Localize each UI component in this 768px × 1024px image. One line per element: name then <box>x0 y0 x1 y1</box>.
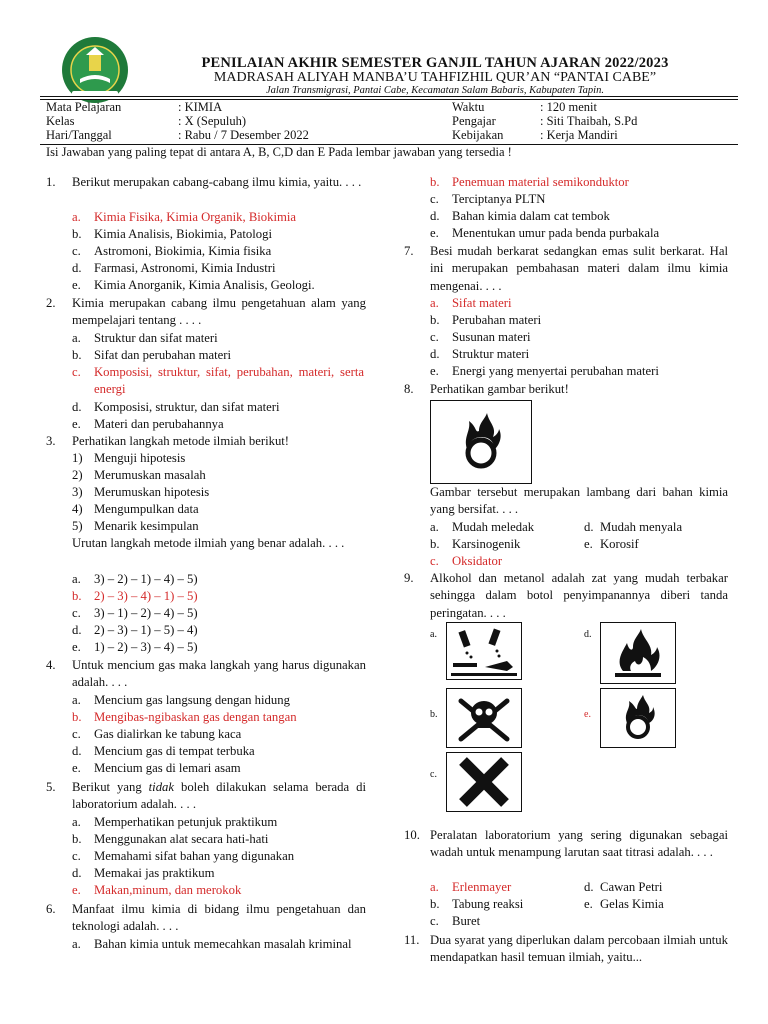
question-number: 11. <box>404 933 420 947</box>
question-number: 7. <box>404 244 414 258</box>
toxic-skull-icon <box>447 689 521 747</box>
question-text: Manfaat ilmu kimia di bidang ilmu pengetahuan dan teknologi adalah. . . . <box>72 902 366 934</box>
subject-value: : KIMIA <box>178 100 223 114</box>
policy-value: : Kerja Mandiri <box>540 128 618 142</box>
oxidizer-icon <box>601 689 675 747</box>
date-label: Hari/Tanggal <box>46 128 112 142</box>
option-b-image[interactable] <box>446 688 522 748</box>
option-c-image[interactable] <box>446 752 522 812</box>
question-number: 10. <box>404 828 420 842</box>
option-d-image[interactable] <box>600 622 676 684</box>
header-rule-thin <box>40 99 738 100</box>
question-number: 6. <box>46 902 56 916</box>
school-logo <box>60 35 130 105</box>
right-column: b. Penemuan material semikonduktor c. Terciptanya PLTN d. Bahan kimia dalam cat tembok e. Menentukan umur pada benda purbakala 7. Besi mudah berkarat sedangkan emas sulit berkarat. Hal ini merupakan pembahasan materi dalam ilmu kimia mengenai. . . . a. Sifat materi b. Perubahan materi c. Susunan materi d. Struktur materi e. Energi yang menyertai perubahan materi 8. Perhatikan gambar berikut! Gambar tersebut merupakan lambang dari bahan kimia yang bersifat. . . . a. Mudah meledak d. Mudah menyala b. Karsinogenik e. Korosif c. Oksidator 9. Alkohol dan metanol adalah zat yang mudah terbakar sehingga dalam botol penyimpanannya diberi tanda peringatan. . . . a. d. b. e. c. 10. Peralatan laboratorium yang sering digunakan sebagai wadah untuk menampung larutan saat titrasi adalah. . . . a. Erlenmayer d. Cawan Petri b. Tabung reaksi e. Gelas Kimia c. Buret 11. Dua syarat yang diperlukan dalam percobaan ilmiah untuk mendapatkan hasil temuan ilmiah, yaitu... <box>404 174 728 994</box>
question-text: Alkohol dan metanol adalah zat yang mudah terbakar sehingga dalam botol penyimpanannya diberi tanda peringatan. . . . <box>430 571 728 620</box>
school-address: Jalan Transmigrasi, Pantai Cabe, Kecamatan Salam Babaris, Kabupaten Tapin. <box>266 85 604 96</box>
question-number: 8. <box>404 382 414 396</box>
exam-title: PENILAIAN AKHIR SEMESTER GANJIL TAHUN AJARAN 2022/2023 <box>201 55 669 71</box>
question-text: Perhatikan langkah metode ilmiah berikut! <box>72 434 290 448</box>
question-text: Dua syarat yang diperlukan dalam percobaan ilmiah untuk mendapatkan hasil temuan ilmiah, yaitu... <box>430 933 728 965</box>
question-text: Berikut yang tidak boleh dilakukan selama berada di laboratorium adalah. . . . <box>72 780 366 812</box>
option-d-label[interactable]: d. <box>584 629 592 640</box>
date-value: : Rabu / 7 Desember 2022 <box>178 128 309 142</box>
subject-label: Mata Pelajaran <box>46 100 122 114</box>
option-a-label[interactable]: a. <box>430 629 437 640</box>
question-text: Peralatan laboratorium yang sering digunakan sebagai wadah untuk menampung larutan saat titrasi adalah. . . . <box>430 828 728 860</box>
question-text: Kimia merupakan cabang ilmu pengetahuan alam yang mempelajari tentang . . . . <box>72 296 366 328</box>
flammable-icon <box>601 623 675 683</box>
question-text: Besi mudah berkarat sedangkan emas sulit berkarat. Hal ini merupakan pembahasan materi dalam ilmu kimia mengenai. . . . <box>430 244 728 293</box>
option-e-image[interactable] <box>600 688 676 748</box>
question-text-2: Urutan langkah metode ilmiah yang benar adalah. . . . <box>72 536 345 550</box>
question-text: Berikut merupakan cabang-cabang ilmu kimia, yaitu. . . . <box>72 175 362 189</box>
question-number: 4. <box>46 658 56 672</box>
question-text: Untuk mencium gas maka langkah yang harus digunakan adalah. . . . <box>72 658 366 690</box>
option-e-label[interactable]: e. <box>584 709 591 720</box>
time-value: : 120 menit <box>540 100 597 114</box>
question-number: 9. <box>404 571 414 585</box>
instruction: Isi Jawaban yang paling tepat di antara A, B, C,D dan E Pada lembar jawaban yang tersedia ! <box>46 145 512 159</box>
question-text: Perhatikan gambar berikut! <box>430 382 569 396</box>
policy-label: Kebijakan <box>452 128 504 142</box>
left-column: 1. Berikut merupakan cabang-cabang ilmu kimia, yaitu. . . . a. Kimia Fisika, Kimia Organik, Biokimia b. Kimia Analisis, Biokimia, Patologi c. Astromoni, Biokimia, Kimia fisika d. Farmasi, Astronomi, Kimia Industri e. Kimia Anorganik, Kimia Analisis, Geologi. 2. Kimia merupakan cabang ilmu pengetahuan alam yang mempelajari tentang . . . . a. Struktur dan sifat materi b. Sifat dan perubahan materi c. Komposisi, struktur, sifat, perubahan, materi, serta energi d. Komposisi, struktur, dan sifat materi e. Materi dan perubahannya 3. Perhatikan langkah metode ilmiah berikut! 1) Menguji hipotesis 2) Merumuskan masalah 3) Merumuskan hipotesis 4) Mengumpulkan data 5) Menarik kesimpulan Urutan langkah metode ilmiah yang benar adalah. . . . a. 3) – 2) – 1) – 4) – 5) b. 2) – 3) – 4) – 1) – 5) c. 3) – 1) – 2) – 4) – 5) d. 2) – 3) – 1) – 5) – 4) e. 1) – 2) – 3) – 4) – 5) 4. Untuk mencium gas maka langkah yang harus digunakan adalah. . . . a. Mencium gas langsung dengan hidung b. Mengibas-ngibaskan gas dengan tangan c. Gas dialirkan ke tabung kaca d. Mencium gas di tempat terbuka e. Mencium gas di lemari asam 5. Berikut yang tidak boleh dilakukan selama berada di laboratorium adalah. . . . a. Memperhatikan petunjuk praktikum b. Menggunakan alat secara hati-hati c. Memahami sifat bahan yang digunakan d. Memakai jas praktikum e. Makan,minum, dan merokok 6. Manfaat ilmu kimia di bidang ilmu pengetahuan dan teknologi adalah. . . . a. Bahan kimia untuk memecahkan masalah kriminal <box>46 175 366 951</box>
header-rule <box>40 96 738 97</box>
question-number: 5. <box>46 780 56 794</box>
oxidizer-symbol-icon <box>431 401 531 483</box>
question-number: 2. <box>46 296 56 310</box>
question-text-2: Gambar tersebut merupakan lambang dari bahan kimia yang bersifat. . . . <box>430 485 728 517</box>
harmful-x-icon <box>447 753 521 811</box>
option-b-label[interactable]: b. <box>430 709 438 720</box>
corrosive-icon <box>447 623 521 679</box>
question-number: 3. <box>46 434 56 448</box>
option-a-image[interactable] <box>446 622 522 680</box>
option-c-label[interactable]: c. <box>430 769 437 780</box>
teacher-label: Pengajar <box>452 114 496 128</box>
emphasis-word: tidak <box>148 780 175 794</box>
school-name: MADRASAH ALIYAH MANBA’U TAHFIZHIL QUR’AN “PANTAI CABE” <box>213 70 657 85</box>
teacher-value: : Siti Thaibah, S.Pd <box>540 114 638 128</box>
time-label: Waktu <box>452 100 485 114</box>
class-label: Kelas <box>46 114 75 128</box>
oxidizer-hazard-image <box>430 400 532 484</box>
question-number: 1. <box>46 175 56 189</box>
class-value: : X (Sepuluh) <box>178 114 247 128</box>
